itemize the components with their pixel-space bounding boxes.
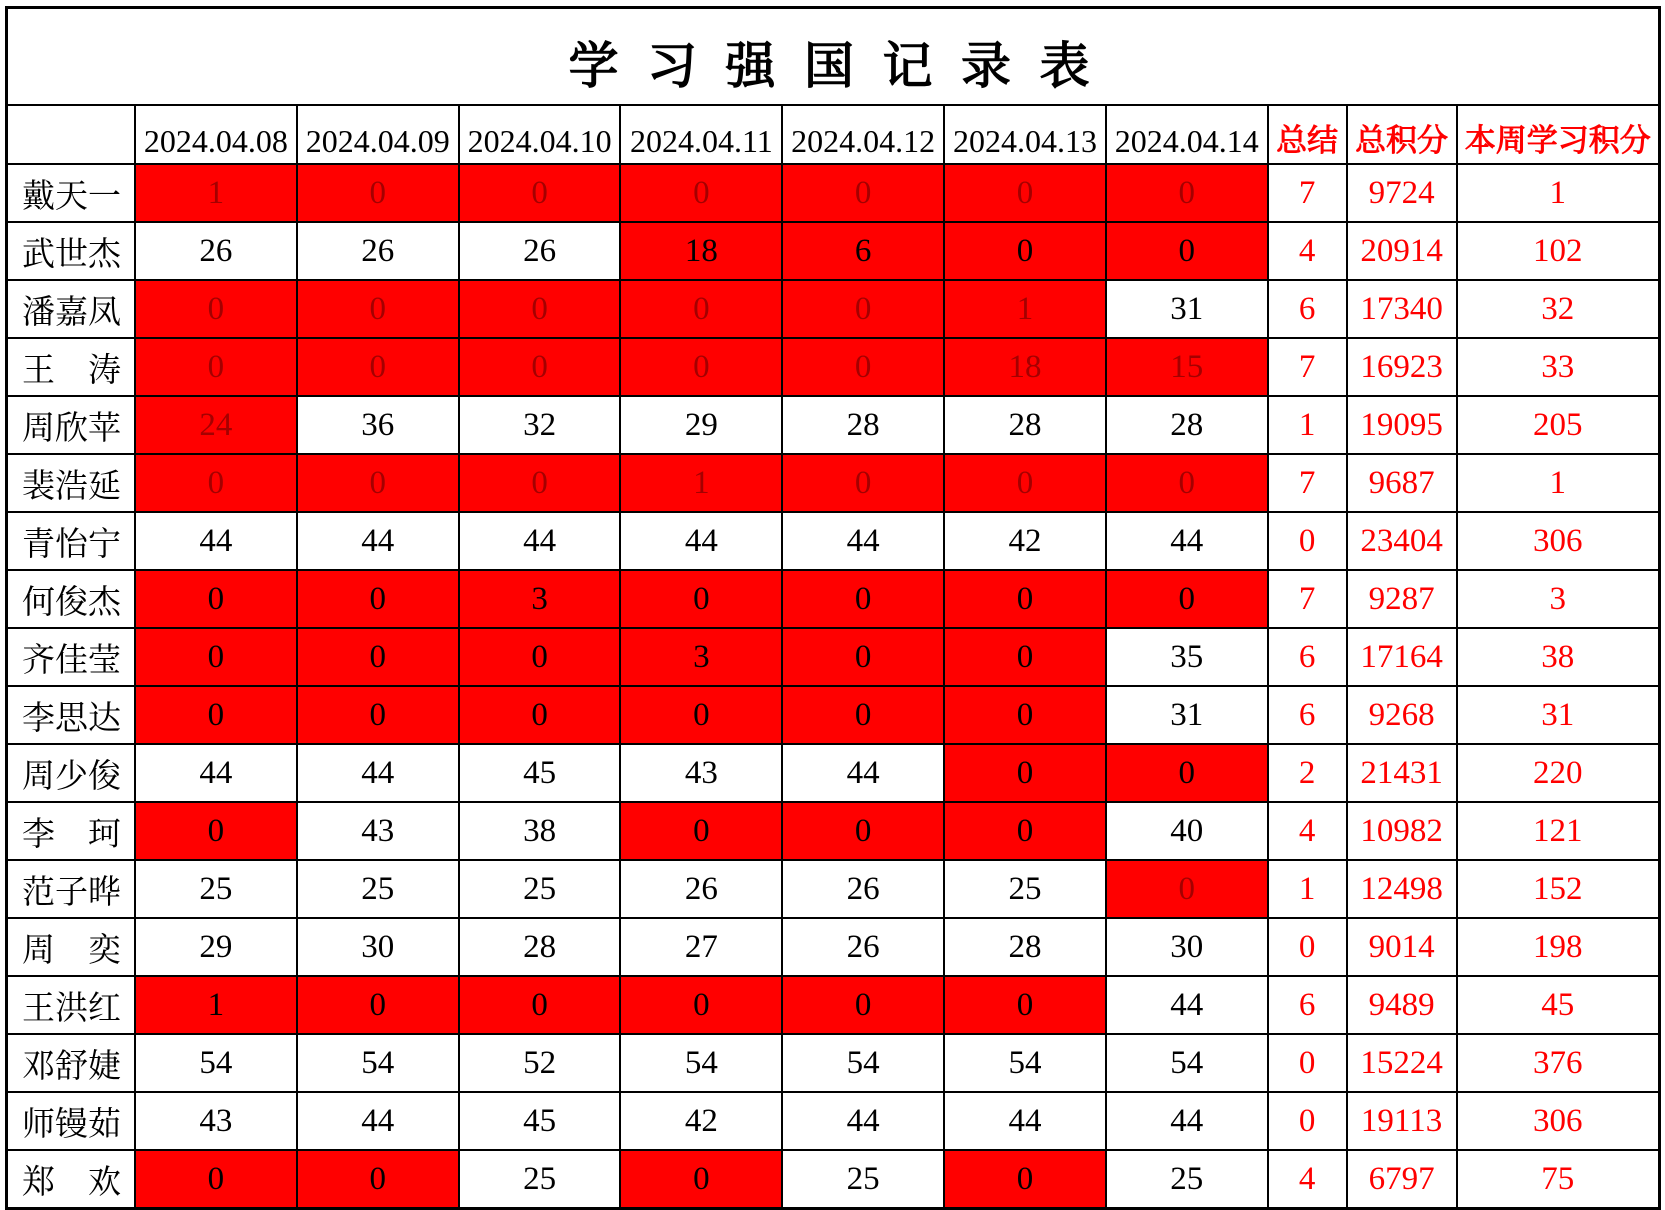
summary-count-cell: 0: [1268, 1034, 1347, 1092]
day-score-cell: 0: [944, 628, 1106, 686]
day-score-cell: 43: [135, 1092, 297, 1150]
table-row: [7, 454, 1660, 512]
week-points-cell: 205: [1457, 396, 1660, 454]
day-score-cell: 28: [459, 918, 621, 976]
day-score-cell: 42: [620, 1092, 782, 1150]
day-score-cell: 31: [1106, 280, 1268, 338]
day-score-cell: 44: [459, 512, 621, 570]
summary-count-cell: 7: [1268, 454, 1347, 512]
day-score-cell: 35: [1106, 628, 1268, 686]
day-score-cell: 25: [944, 860, 1106, 918]
total-points-cell: 15224: [1347, 1034, 1457, 1092]
day-score-cell: 18: [944, 338, 1106, 396]
day-score-cell: 24: [135, 396, 297, 454]
total-points-cell: 21431: [1347, 744, 1457, 802]
day-score-cell: 26: [459, 222, 621, 280]
day-score-cell: 0: [944, 570, 1106, 628]
day-score-cell: 38: [459, 802, 621, 860]
day-score-cell: 0: [297, 1150, 459, 1209]
summary-header: 总结: [1268, 105, 1347, 164]
table-row: [7, 1150, 1660, 1209]
day-score-cell: 0: [297, 164, 459, 222]
member-name: 戴天一: [7, 164, 136, 222]
corner-cell: [7, 105, 136, 164]
member-name: 李珂: [7, 802, 136, 860]
summary-count-cell: 6: [1268, 628, 1347, 686]
day-score-cell: 25: [459, 1150, 621, 1209]
day-score-cell: 26: [782, 918, 944, 976]
day-score-cell: 0: [459, 976, 621, 1034]
day-score-cell: 29: [620, 396, 782, 454]
date-header: 2024.04.12: [782, 105, 944, 164]
week-points-cell: 121: [1457, 802, 1660, 860]
day-score-cell: 0: [1106, 222, 1268, 280]
week-points-cell: 198: [1457, 918, 1660, 976]
day-score-cell: 0: [944, 744, 1106, 802]
total-points-cell: 23404: [1347, 512, 1457, 570]
day-score-cell: 54: [620, 1034, 782, 1092]
title-row: [7, 8, 1660, 106]
date-header: 2024.04.14: [1106, 105, 1268, 164]
day-score-cell: 0: [620, 976, 782, 1034]
summary-count-cell: 1: [1268, 860, 1347, 918]
day-score-cell: 0: [459, 628, 621, 686]
total-points-cell: 9687: [1347, 454, 1457, 512]
day-score-cell: 0: [782, 570, 944, 628]
day-score-cell: 25: [1106, 1150, 1268, 1209]
week-points-header: 本周学习积分: [1457, 105, 1660, 164]
day-score-cell: 0: [944, 686, 1106, 744]
member-name: 周奕: [7, 918, 136, 976]
summary-count-cell: 7: [1268, 570, 1347, 628]
day-score-cell: 0: [944, 976, 1106, 1034]
member-name: 邓舒婕: [7, 1034, 136, 1092]
day-score-cell: 30: [297, 918, 459, 976]
table-row: [7, 280, 1660, 338]
member-name: 王涛: [7, 338, 136, 396]
day-score-cell: 0: [1106, 744, 1268, 802]
summary-count-cell: 0: [1268, 1092, 1347, 1150]
date-header: 2024.04.13: [944, 105, 1106, 164]
day-score-cell: 0: [297, 686, 459, 744]
day-score-cell: 0: [620, 164, 782, 222]
date-header: 2024.04.11: [620, 105, 782, 164]
summary-count-cell: 4: [1268, 1150, 1347, 1209]
member-name: 周少俊: [7, 744, 136, 802]
day-score-cell: 6: [782, 222, 944, 280]
summary-count-cell: 2: [1268, 744, 1347, 802]
week-points-cell: 32: [1457, 280, 1660, 338]
total-points-cell: 19113: [1347, 1092, 1457, 1150]
member-name: 齐佳莹: [7, 628, 136, 686]
table-row: [7, 164, 1660, 222]
summary-count-cell: 1: [1268, 396, 1347, 454]
day-score-cell: 44: [135, 512, 297, 570]
summary-count-cell: 7: [1268, 164, 1347, 222]
member-name: 何俊杰: [7, 570, 136, 628]
day-score-cell: 0: [944, 164, 1106, 222]
header-row: [7, 105, 1660, 164]
day-score-cell: 0: [297, 976, 459, 1034]
day-score-cell: 0: [944, 1150, 1106, 1209]
day-score-cell: 43: [620, 744, 782, 802]
member-name: 师镘茹: [7, 1092, 136, 1150]
date-header: 2024.04.10: [459, 105, 621, 164]
member-name: 周欣苹: [7, 396, 136, 454]
day-score-cell: 44: [782, 512, 944, 570]
day-score-cell: 1: [620, 454, 782, 512]
total-points-cell: 17340: [1347, 280, 1457, 338]
day-score-cell: 0: [620, 1150, 782, 1209]
day-score-cell: 0: [620, 570, 782, 628]
day-score-cell: 40: [1106, 802, 1268, 860]
record-table: [5, 6, 1661, 1210]
table-row: [7, 918, 1660, 976]
day-score-cell: 0: [135, 454, 297, 512]
day-score-cell: 0: [135, 280, 297, 338]
summary-count-cell: 0: [1268, 918, 1347, 976]
day-score-cell: 36: [297, 396, 459, 454]
member-name: 李思达: [7, 686, 136, 744]
week-points-cell: 45: [1457, 976, 1660, 1034]
page-title: 学 习 强 国 记 录 表: [7, 8, 1660, 106]
day-score-cell: 0: [297, 570, 459, 628]
week-points-cell: 306: [1457, 1092, 1660, 1150]
member-name: 裴浩延: [7, 454, 136, 512]
summary-count-cell: 6: [1268, 280, 1347, 338]
day-score-cell: 44: [135, 744, 297, 802]
day-score-cell: 44: [297, 1092, 459, 1150]
day-score-cell: 54: [135, 1034, 297, 1092]
day-score-cell: 0: [1106, 570, 1268, 628]
day-score-cell: 52: [459, 1034, 621, 1092]
day-score-cell: 0: [135, 1150, 297, 1209]
total-points-cell: 10982: [1347, 802, 1457, 860]
week-points-cell: 31: [1457, 686, 1660, 744]
day-score-cell: 0: [459, 454, 621, 512]
day-score-cell: 0: [459, 280, 621, 338]
day-score-cell: 25: [297, 860, 459, 918]
day-score-cell: 54: [944, 1034, 1106, 1092]
day-score-cell: 1: [135, 976, 297, 1034]
day-score-cell: 0: [782, 802, 944, 860]
table-row: [7, 628, 1660, 686]
week-points-cell: 38: [1457, 628, 1660, 686]
day-score-cell: 0: [1106, 164, 1268, 222]
day-score-cell: 0: [620, 338, 782, 396]
date-header: 2024.04.09: [297, 105, 459, 164]
day-score-cell: 0: [135, 802, 297, 860]
day-score-cell: 0: [620, 280, 782, 338]
day-score-cell: 26: [297, 222, 459, 280]
day-score-cell: 1: [135, 164, 297, 222]
table-row: [7, 1092, 1660, 1150]
day-score-cell: 44: [1106, 512, 1268, 570]
table-row: [7, 396, 1660, 454]
summary-count-cell: 7: [1268, 338, 1347, 396]
table-row: [7, 338, 1660, 396]
day-score-cell: 54: [782, 1034, 944, 1092]
table-row: [7, 686, 1660, 744]
week-points-cell: 152: [1457, 860, 1660, 918]
day-score-cell: 45: [459, 744, 621, 802]
summary-count-cell: 6: [1268, 976, 1347, 1034]
day-score-cell: 28: [944, 396, 1106, 454]
week-points-cell: 376: [1457, 1034, 1660, 1092]
day-score-cell: 0: [297, 280, 459, 338]
day-score-cell: 44: [620, 512, 782, 570]
week-points-cell: 220: [1457, 744, 1660, 802]
table-row: [7, 744, 1660, 802]
table-row: [7, 802, 1660, 860]
day-score-cell: 0: [297, 338, 459, 396]
day-score-cell: 3: [620, 628, 782, 686]
day-score-cell: 0: [944, 222, 1106, 280]
table-row: [7, 976, 1660, 1034]
total-points-cell: 19095: [1347, 396, 1457, 454]
day-score-cell: 0: [944, 454, 1106, 512]
day-score-cell: 25: [459, 860, 621, 918]
day-score-cell: 0: [135, 338, 297, 396]
day-score-cell: 43: [297, 802, 459, 860]
total-points-cell: 9724: [1347, 164, 1457, 222]
day-score-cell: 27: [620, 918, 782, 976]
day-score-cell: 0: [135, 628, 297, 686]
table-row: [7, 1034, 1660, 1092]
total-points-cell: 20914: [1347, 222, 1457, 280]
day-score-cell: 26: [135, 222, 297, 280]
day-score-cell: 0: [1106, 860, 1268, 918]
member-name: 范子晔: [7, 860, 136, 918]
total-points-cell: 12498: [1347, 860, 1457, 918]
day-score-cell: 44: [1106, 976, 1268, 1034]
day-score-cell: 26: [620, 860, 782, 918]
total-points-cell: 9014: [1347, 918, 1457, 976]
total-points-cell: 9489: [1347, 976, 1457, 1034]
day-score-cell: 0: [135, 686, 297, 744]
total-points-header: 总积分: [1347, 105, 1457, 164]
records-body: [7, 164, 1660, 1209]
total-points-cell: 6797: [1347, 1150, 1457, 1209]
day-score-cell: 32: [459, 396, 621, 454]
table-row: [7, 860, 1660, 918]
total-points-cell: 17164: [1347, 628, 1457, 686]
table-row: [7, 222, 1660, 280]
table-row: [7, 570, 1660, 628]
day-score-cell: 0: [620, 802, 782, 860]
summary-count-cell: 0: [1268, 512, 1347, 570]
day-score-cell: 0: [782, 976, 944, 1034]
day-score-cell: 0: [620, 686, 782, 744]
week-points-cell: 306: [1457, 512, 1660, 570]
total-points-cell: 9287: [1347, 570, 1457, 628]
day-score-cell: 44: [297, 512, 459, 570]
member-name: 潘嘉凤: [7, 280, 136, 338]
day-score-cell: 0: [944, 802, 1106, 860]
day-score-cell: 0: [782, 628, 944, 686]
day-score-cell: 31: [1106, 686, 1268, 744]
day-score-cell: 45: [459, 1092, 621, 1150]
day-score-cell: 0: [782, 338, 944, 396]
day-score-cell: 0: [297, 628, 459, 686]
day-score-cell: 3: [459, 570, 621, 628]
day-score-cell: 0: [1106, 454, 1268, 512]
day-score-cell: 54: [297, 1034, 459, 1092]
day-score-cell: 1: [944, 280, 1106, 338]
day-score-cell: 25: [135, 860, 297, 918]
day-score-cell: 0: [459, 686, 621, 744]
day-score-cell: 0: [782, 280, 944, 338]
day-score-cell: 0: [782, 454, 944, 512]
day-score-cell: 29: [135, 918, 297, 976]
total-points-cell: 16923: [1347, 338, 1457, 396]
summary-count-cell: 4: [1268, 222, 1347, 280]
total-points-cell: 9268: [1347, 686, 1457, 744]
date-header: 2024.04.08: [135, 105, 297, 164]
day-score-cell: 42: [944, 512, 1106, 570]
summary-count-cell: 4: [1268, 802, 1347, 860]
day-score-cell: 0: [782, 686, 944, 744]
day-score-cell: 44: [782, 1092, 944, 1150]
member-name: 青怡宁: [7, 512, 136, 570]
day-score-cell: 44: [944, 1092, 1106, 1150]
week-points-cell: 33: [1457, 338, 1660, 396]
day-score-cell: 30: [1106, 918, 1268, 976]
table-row: [7, 512, 1660, 570]
week-points-cell: 102: [1457, 222, 1660, 280]
day-score-cell: 44: [782, 744, 944, 802]
member-name: 王洪红: [7, 976, 136, 1034]
day-score-cell: 44: [297, 744, 459, 802]
day-score-cell: 28: [1106, 396, 1268, 454]
day-score-cell: 15: [1106, 338, 1268, 396]
day-score-cell: 44: [1106, 1092, 1268, 1150]
day-score-cell: 18: [620, 222, 782, 280]
day-score-cell: 0: [459, 164, 621, 222]
week-points-cell: 3: [1457, 570, 1660, 628]
member-name: 武世杰: [7, 222, 136, 280]
day-score-cell: 0: [135, 570, 297, 628]
day-score-cell: 26: [782, 860, 944, 918]
week-points-cell: 75: [1457, 1150, 1660, 1209]
day-score-cell: 0: [297, 454, 459, 512]
day-score-cell: 28: [944, 918, 1106, 976]
day-score-cell: 28: [782, 396, 944, 454]
day-score-cell: 54: [1106, 1034, 1268, 1092]
member-name: 郑欢: [7, 1150, 136, 1209]
day-score-cell: 0: [782, 164, 944, 222]
summary-count-cell: 6: [1268, 686, 1347, 744]
day-score-cell: 0: [459, 338, 621, 396]
day-score-cell: 25: [782, 1150, 944, 1209]
week-points-cell: 1: [1457, 454, 1660, 512]
week-points-cell: 1: [1457, 164, 1660, 222]
